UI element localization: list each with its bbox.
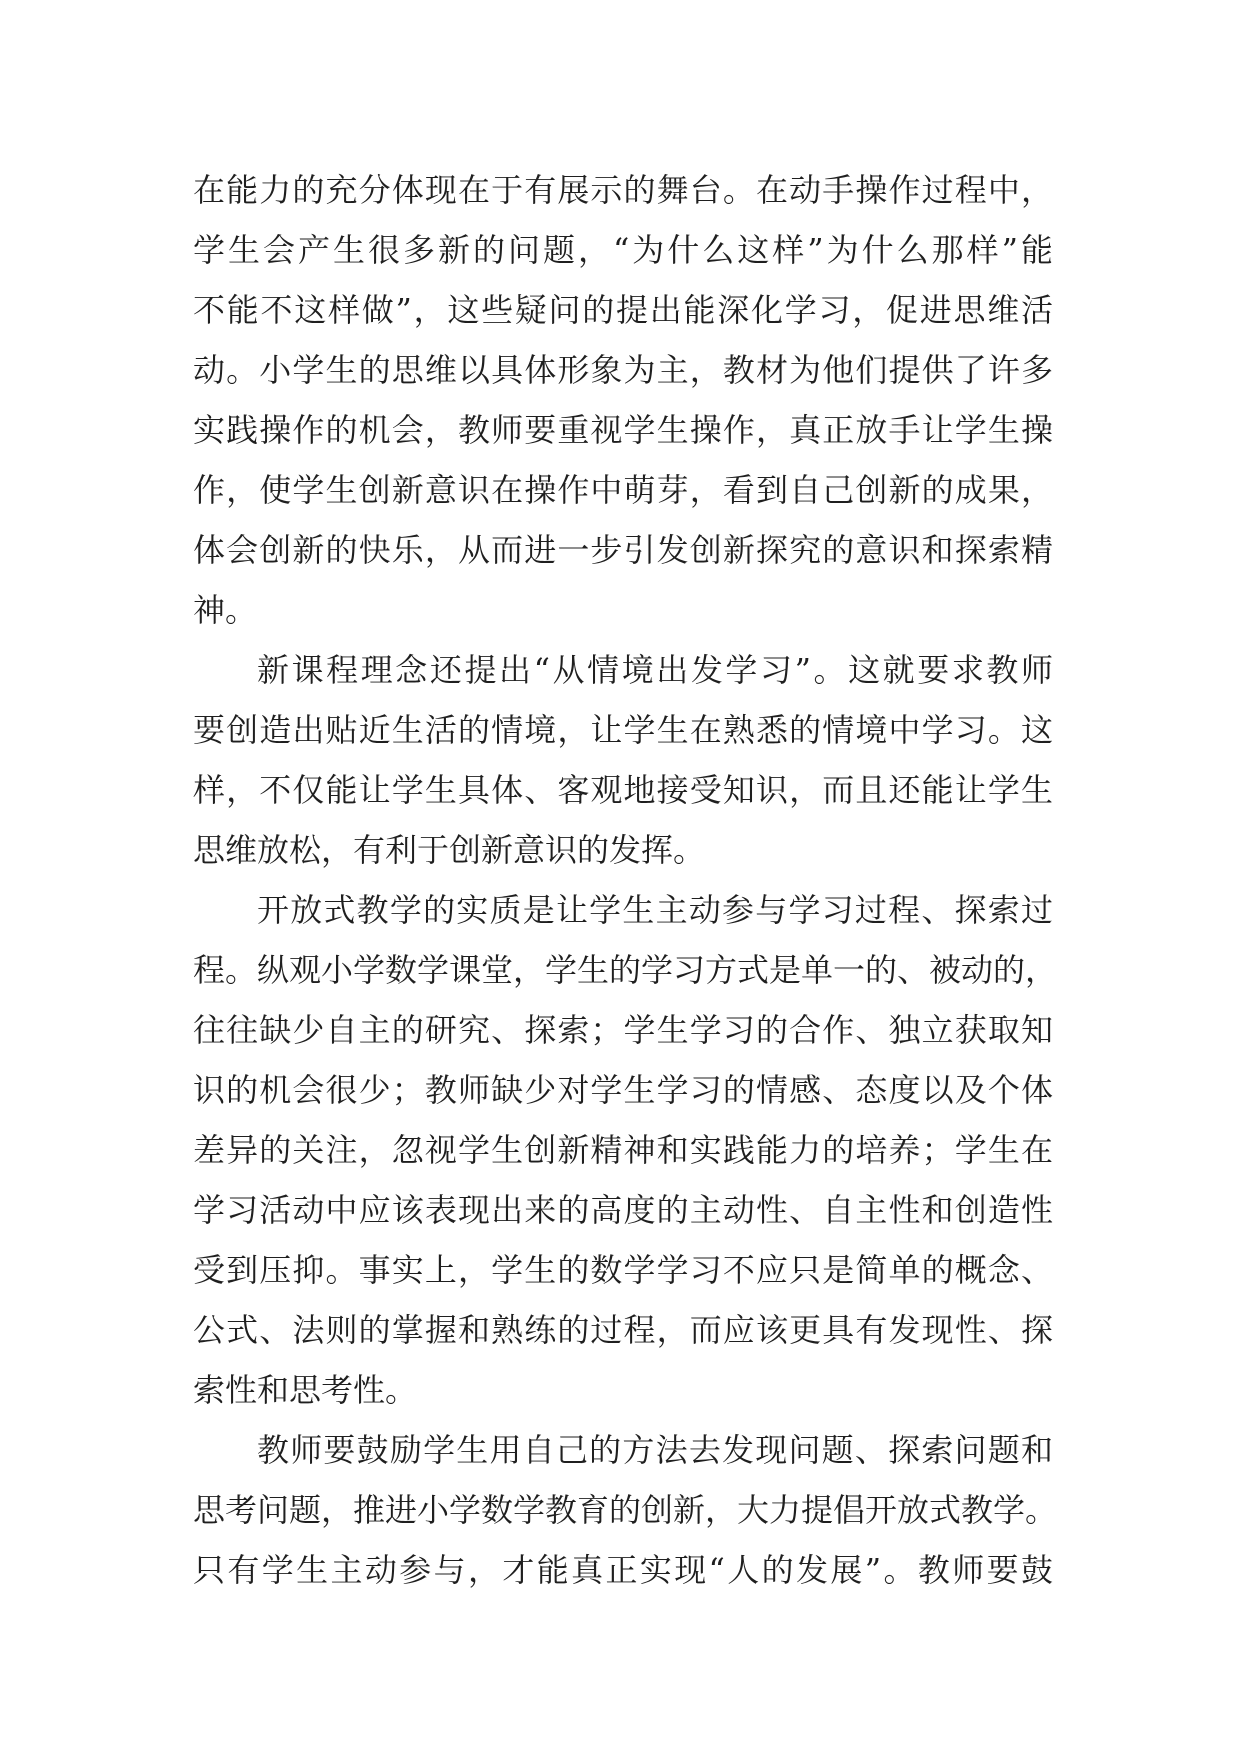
text-line: 思维放松，有利于创新意识的发挥。: [193, 831, 706, 869]
text-line: 神。: [193, 591, 258, 629]
body-text: [193, 160, 1058, 1600]
text-line: 在能力的充分体现在于有展示的舞台。在动手操作过程中，: [193, 171, 1053, 209]
text-line: 实践操作的机会，教师要重视学生操作，真正放手让学生操: [193, 411, 1053, 449]
text-line: 索性和思考性。: [193, 1371, 418, 1409]
text-line: 要创造出贴近生活的情境，让学生在熟悉的情境中学习。这: [193, 711, 1053, 749]
text-line: 受到压抑。事实上，学生的数学学习不应只是简单的概念、: [193, 1251, 1053, 1289]
text-line: 往往缺少自主的研究、探索；学生学习的合作、独立获取知: [193, 1011, 1053, 1049]
text-line: 程。纵观小学数学课堂，学生的学习方式是单一的、被动的，: [193, 951, 1058, 989]
text-line: 差异的关注，忽视学生创新精神和实践能力的培养；学生在: [193, 1131, 1053, 1169]
text-line: 体会创新的快乐，从而进一步引发创新探究的意识和探索精: [193, 531, 1053, 569]
text-line: 只有学生主动参与，才能真正实现“人的发展”。教师要鼓: [193, 1551, 1053, 1589]
text-line: 公式、法则的掌握和熟练的过程，而应该更具有发现性、探: [193, 1311, 1053, 1349]
text-line: 学生会产生很多新的问题，“为什么这样”为什么那样”能: [193, 231, 1053, 269]
paragraph-first-line: 开放式教学的实质是让学生主动参与学习过程、探索过: [257, 891, 1053, 929]
text-line: 样，不仅能让学生具体、客观地接受知识，而且还能让学生: [193, 771, 1053, 809]
text-line: 不能不这样做”，这些疑问的提出能深化学习，促进思维活: [193, 291, 1053, 329]
text-line: 学习活动中应该表现出来的高度的主动性、自主性和创造性: [193, 1191, 1053, 1229]
text-line: 动。小学生的思维以具体形象为主，教材为他们提供了许多: [193, 351, 1053, 389]
text-line: 识的机会很少；教师缺少对学生学习的情感、态度以及个体: [193, 1071, 1053, 1109]
paragraph-first-line: 教师要鼓励学生用自己的方法去发现问题、探索问题和: [257, 1431, 1053, 1469]
text-line: 思考问题，推进小学数学教育的创新，大力提倡开放式教学。: [193, 1491, 1058, 1529]
text-line: 作，使学生创新意识在操作中萌芽，看到自己创新的成果，: [193, 471, 1053, 509]
paragraph-first-line: 新课程理念还提出“从情境出发学习”。这就要求教师: [257, 651, 1053, 689]
